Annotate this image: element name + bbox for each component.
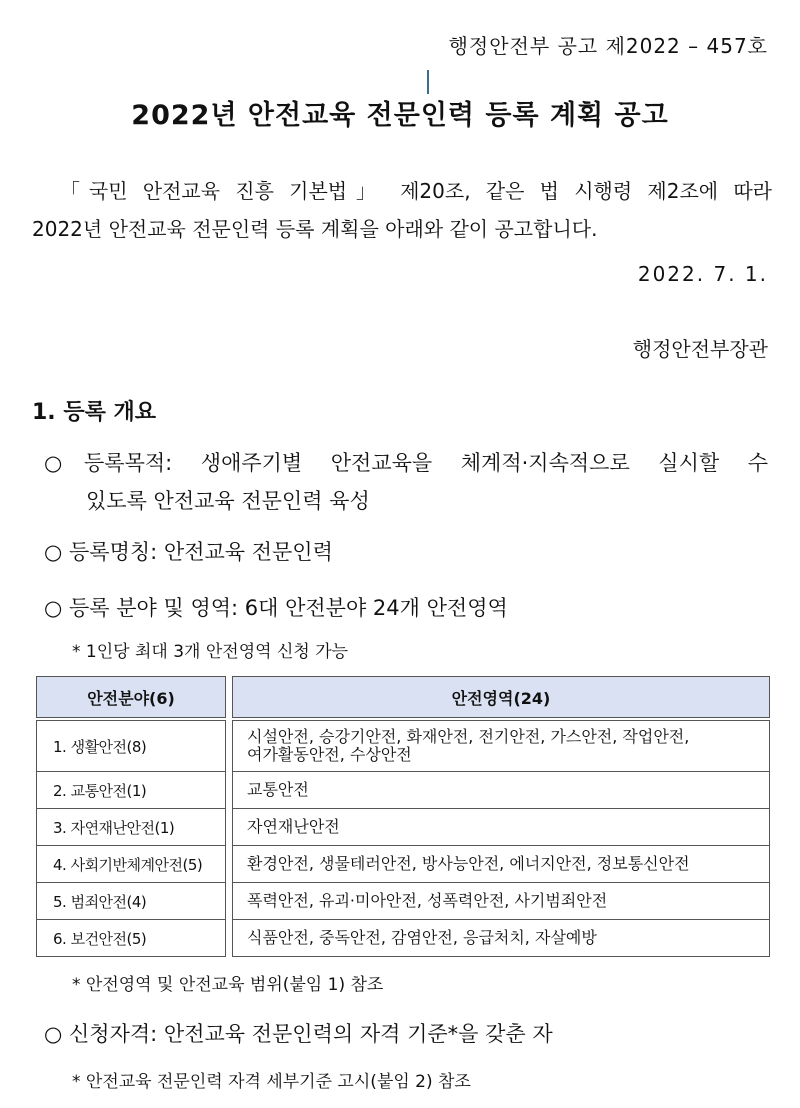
table-cell-field: 3. 자연재난안전(1)	[37, 809, 225, 846]
table-cell-area	[233, 721, 769, 772]
bullet-qualification	[44, 1018, 553, 1048]
bullet-name	[44, 536, 333, 566]
notice-number: 행정안전부 공고 제2022 – 457호	[448, 34, 768, 58]
table-cell-field: 6. 보건안전(5)	[37, 920, 225, 957]
circle-bullet-icon: ○	[44, 451, 63, 475]
registration-fields: 등록 분야 및 영역: 6대 안전분야 24개 안전영역	[69, 596, 508, 620]
table-header-field: 안전분야(6)	[36, 676, 226, 718]
table-header-area: 안전영역(24)	[232, 676, 770, 718]
notice-date: 2022. 7. 1.	[637, 262, 768, 286]
table-cell-area: 식품안전, 중독안전, 감염안전, 응급처치, 자살예방	[233, 920, 769, 957]
issuer: 행정안전부장관	[632, 337, 768, 361]
intro-line-2: 2022년 안전교육 전문인력 등록 계획을 아래와 같이 공고합니다.	[32, 217, 598, 241]
area-line-2: 여가활동안전, 수상안전	[247, 745, 412, 764]
bullet-fields	[44, 592, 508, 622]
page-title: 2022년 안전교육 전문인력 등록 계획 공고	[131, 100, 669, 131]
fields-note: * 1인당 최대 3개 안전영역 신청 가능	[72, 642, 349, 662]
table-cell-area: 폭력안전, 유괴·미아안전, 성폭력안전, 사기범죄안전	[233, 883, 769, 920]
circle-bullet-icon: ○	[44, 1022, 63, 1046]
circle-bullet-icon: ○	[44, 540, 63, 564]
table-cell-field: 4. 사회기반체계안전(5)	[37, 846, 225, 883]
qualification-note: * 안전교육 전문인력 자격 세부기준 고시(붙임 2) 참조	[72, 1072, 471, 1092]
table-cell-area: 자연재난안전	[233, 809, 769, 846]
table-cell-field: 1. 생활안전(8)	[37, 721, 225, 772]
intro-line-1: 「국민 안전교육 진흥 기본법」 제20조, 같은 법 시행령 제2조에 따라	[60, 179, 772, 203]
table-cell-field: 5. 범죄안전(4)	[37, 883, 225, 920]
purpose-line-2: 있도록 안전교육 전문인력 육성	[86, 489, 370, 513]
area-column	[232, 720, 770, 957]
bullet-purpose	[44, 444, 768, 520]
field-column	[36, 720, 226, 957]
table-note: * 안전영역 및 안전교육 범위(붙임 1) 참조	[72, 975, 384, 995]
purpose-line-1: 등록목적: 생애주기별 안전교육을 체계적·지속적으로 실시할 수	[84, 451, 768, 475]
text-cursor	[427, 70, 429, 94]
qualification: 신청자격: 안전교육 전문인력의 자격 기준*을 갖춘 자	[69, 1022, 553, 1046]
area-line-1: 시설안전, 승강기안전, 화재안전, 전기안전, 가스안전, 작업안전,	[247, 727, 690, 746]
circle-bullet-icon: ○	[44, 596, 63, 620]
registration-name: 등록명칭: 안전교육 전문인력	[69, 540, 333, 564]
table-cell-area: 교통안전	[233, 772, 769, 809]
table-cell-area: 환경안전, 생물테러안전, 방사능안전, 에너지안전, 정보통신안전	[233, 846, 769, 883]
intro-paragraph	[32, 172, 772, 248]
table-cell-field: 2. 교통안전(1)	[37, 772, 225, 809]
section-heading: 1. 등록 개요	[32, 400, 156, 425]
